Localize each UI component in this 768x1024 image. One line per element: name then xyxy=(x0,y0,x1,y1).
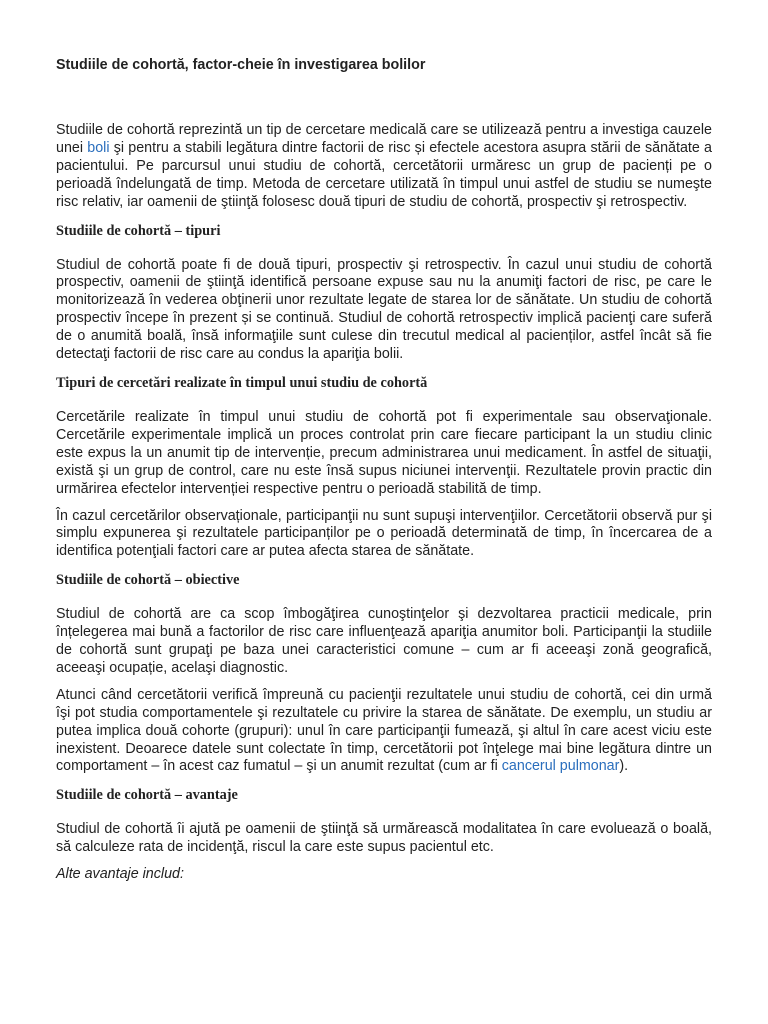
intro-text-before-link: Studiile de cohortă reprezintă un tip de cercetare medicală care se utilizează pentru a investiga cauzele unei xyxy=(56,122,712,156)
heading-avantaje: Studiile de cohortă – avantaje xyxy=(56,787,238,804)
tipuri-paragraph: Studiul de cohortă poate fi de două tipuri, prospectiv şi retrospectiv. În cazul unui studiu de cohortă prospectiv, oamenii de ştiinţă identifică persoane expuse sau nu la anumiţi factori de risc, pe care le monitorizează în vederea obţinerii unor rezultate legate de starea lor de sănătate. Un studiu de cohortă prospectiv începe în prezent și se continuă. Studiul de cohortă retrospectiv implică pacienţi care suferă de o anumită boală, însă informaţiile sunt culese din trecutul medical al pacienților, astfel încât să fie detectaţi factorii de risc care au condus la apariţia bolii. xyxy=(56,256,712,363)
boli-link[interactable]: boli xyxy=(87,139,110,156)
obiective-text-before-link: Atunci când cercetătorii verifică împreună cu pacienţii rezultatele unui studiu de cohortă, cei din urmă îşi pot studia comportamentele şi rezultatele cu privire la starea de sănătate. De exemplu, un studiu ar putea implica două cohorte (grupuri): unul în care participanţii fumează, şi altul în care acest viciu este inexistent. Deoarece datele sunt colectate în timp, cercetătorii pot înţelege mai bine legătura dintre un comportament – în acest caz fumatul – şi un anumit rezultat (cum ar fi xyxy=(56,686,712,775)
heading-cercetari: Tipuri de cercetări realizate în timpul unui studiu de cohortă xyxy=(56,374,428,391)
intro-paragraph xyxy=(56,122,712,212)
avantaje-paragraph: Studiul de cohortă îi ajută pe oamenii de ştiinţă să urmărească modalitatea în care evoluează o boală, să calculeze rata de incidenţă, riscul la care este supus pacientul etc. xyxy=(56,821,712,856)
obiective-paragraph-2 xyxy=(56,687,712,777)
intro-text-after-link: şi pentru a stabili legătura dintre factorii de risc și efectele acestora asupra stării de sănătate a pacientului. Pe parcursul unui studiu de cohortă, cercetătorii urmăresc un grup de pacienți pe o perioadă îndelungată de timp. Metoda de cercetare utilizată în timpul unui astfel de studiu se numeşte risc relativ, iar oamenii de ştiinţă folosesc două tipuri de studiu de cohortă, prospectiv şi retrospectiv. xyxy=(56,139,712,210)
obiective-text-after-link: ). xyxy=(619,758,629,775)
heading-tipuri: Studiile de cohortă – tipuri xyxy=(56,222,221,239)
obiective-paragraph-1: Studiul de cohortă are ca scop îmbogăţirea cunoştinţelor şi dezvoltarea practicii medicale, prin înțelegerea mai bună a factorilor de risc care influenţează apariţia anumitor boli. Participanţii la studiile de cohortă sunt grupaţi pe baza unei caracteristici comune – cum ar fi aceeaşi zonă geografică, aceeaşi ocupație, acelaşi diagnostic. xyxy=(56,606,712,676)
heading-obiective: Studiile de cohortă – obiective xyxy=(56,572,240,589)
cercetari-paragraph-1: Cercetările realizate în timpul unui studiu de cohortă pot fi experimentale sau observaţionale. Cercetările experimentale implică un proces controlat prin care fiecare participant la un studiu clinic este expus la un anumit tip de intervenție, precum administrarea unui medicament. În astfel de situaţii, există şi un grup de control, care nu este însă supus niciunei intervenţii. Rezultatele provin practic din urmărirea efectelor intervenției respective pentru o perioadă stabilită de timp. xyxy=(56,408,712,497)
cancerul-pulmonar-link[interactable]: cancerul pulmonar xyxy=(501,758,620,775)
article-title: Studiile de cohortă, factor-cheie în investigarea bolilor xyxy=(56,57,426,73)
avantaje-list-intro: Alte avantaje includ: xyxy=(56,866,184,883)
cercetari-paragraph-2: În cazul cercetărilor observaționale, participanţii nu sunt supuşi intervenţiilor. Cercetătorii observă pur şi simplu expunerea şi rezultatele participanților pe o perioadă determinată de timp, în încercarea de a identifica potenţiali factori care ar putea afecta starea de sănătate. xyxy=(56,507,712,560)
